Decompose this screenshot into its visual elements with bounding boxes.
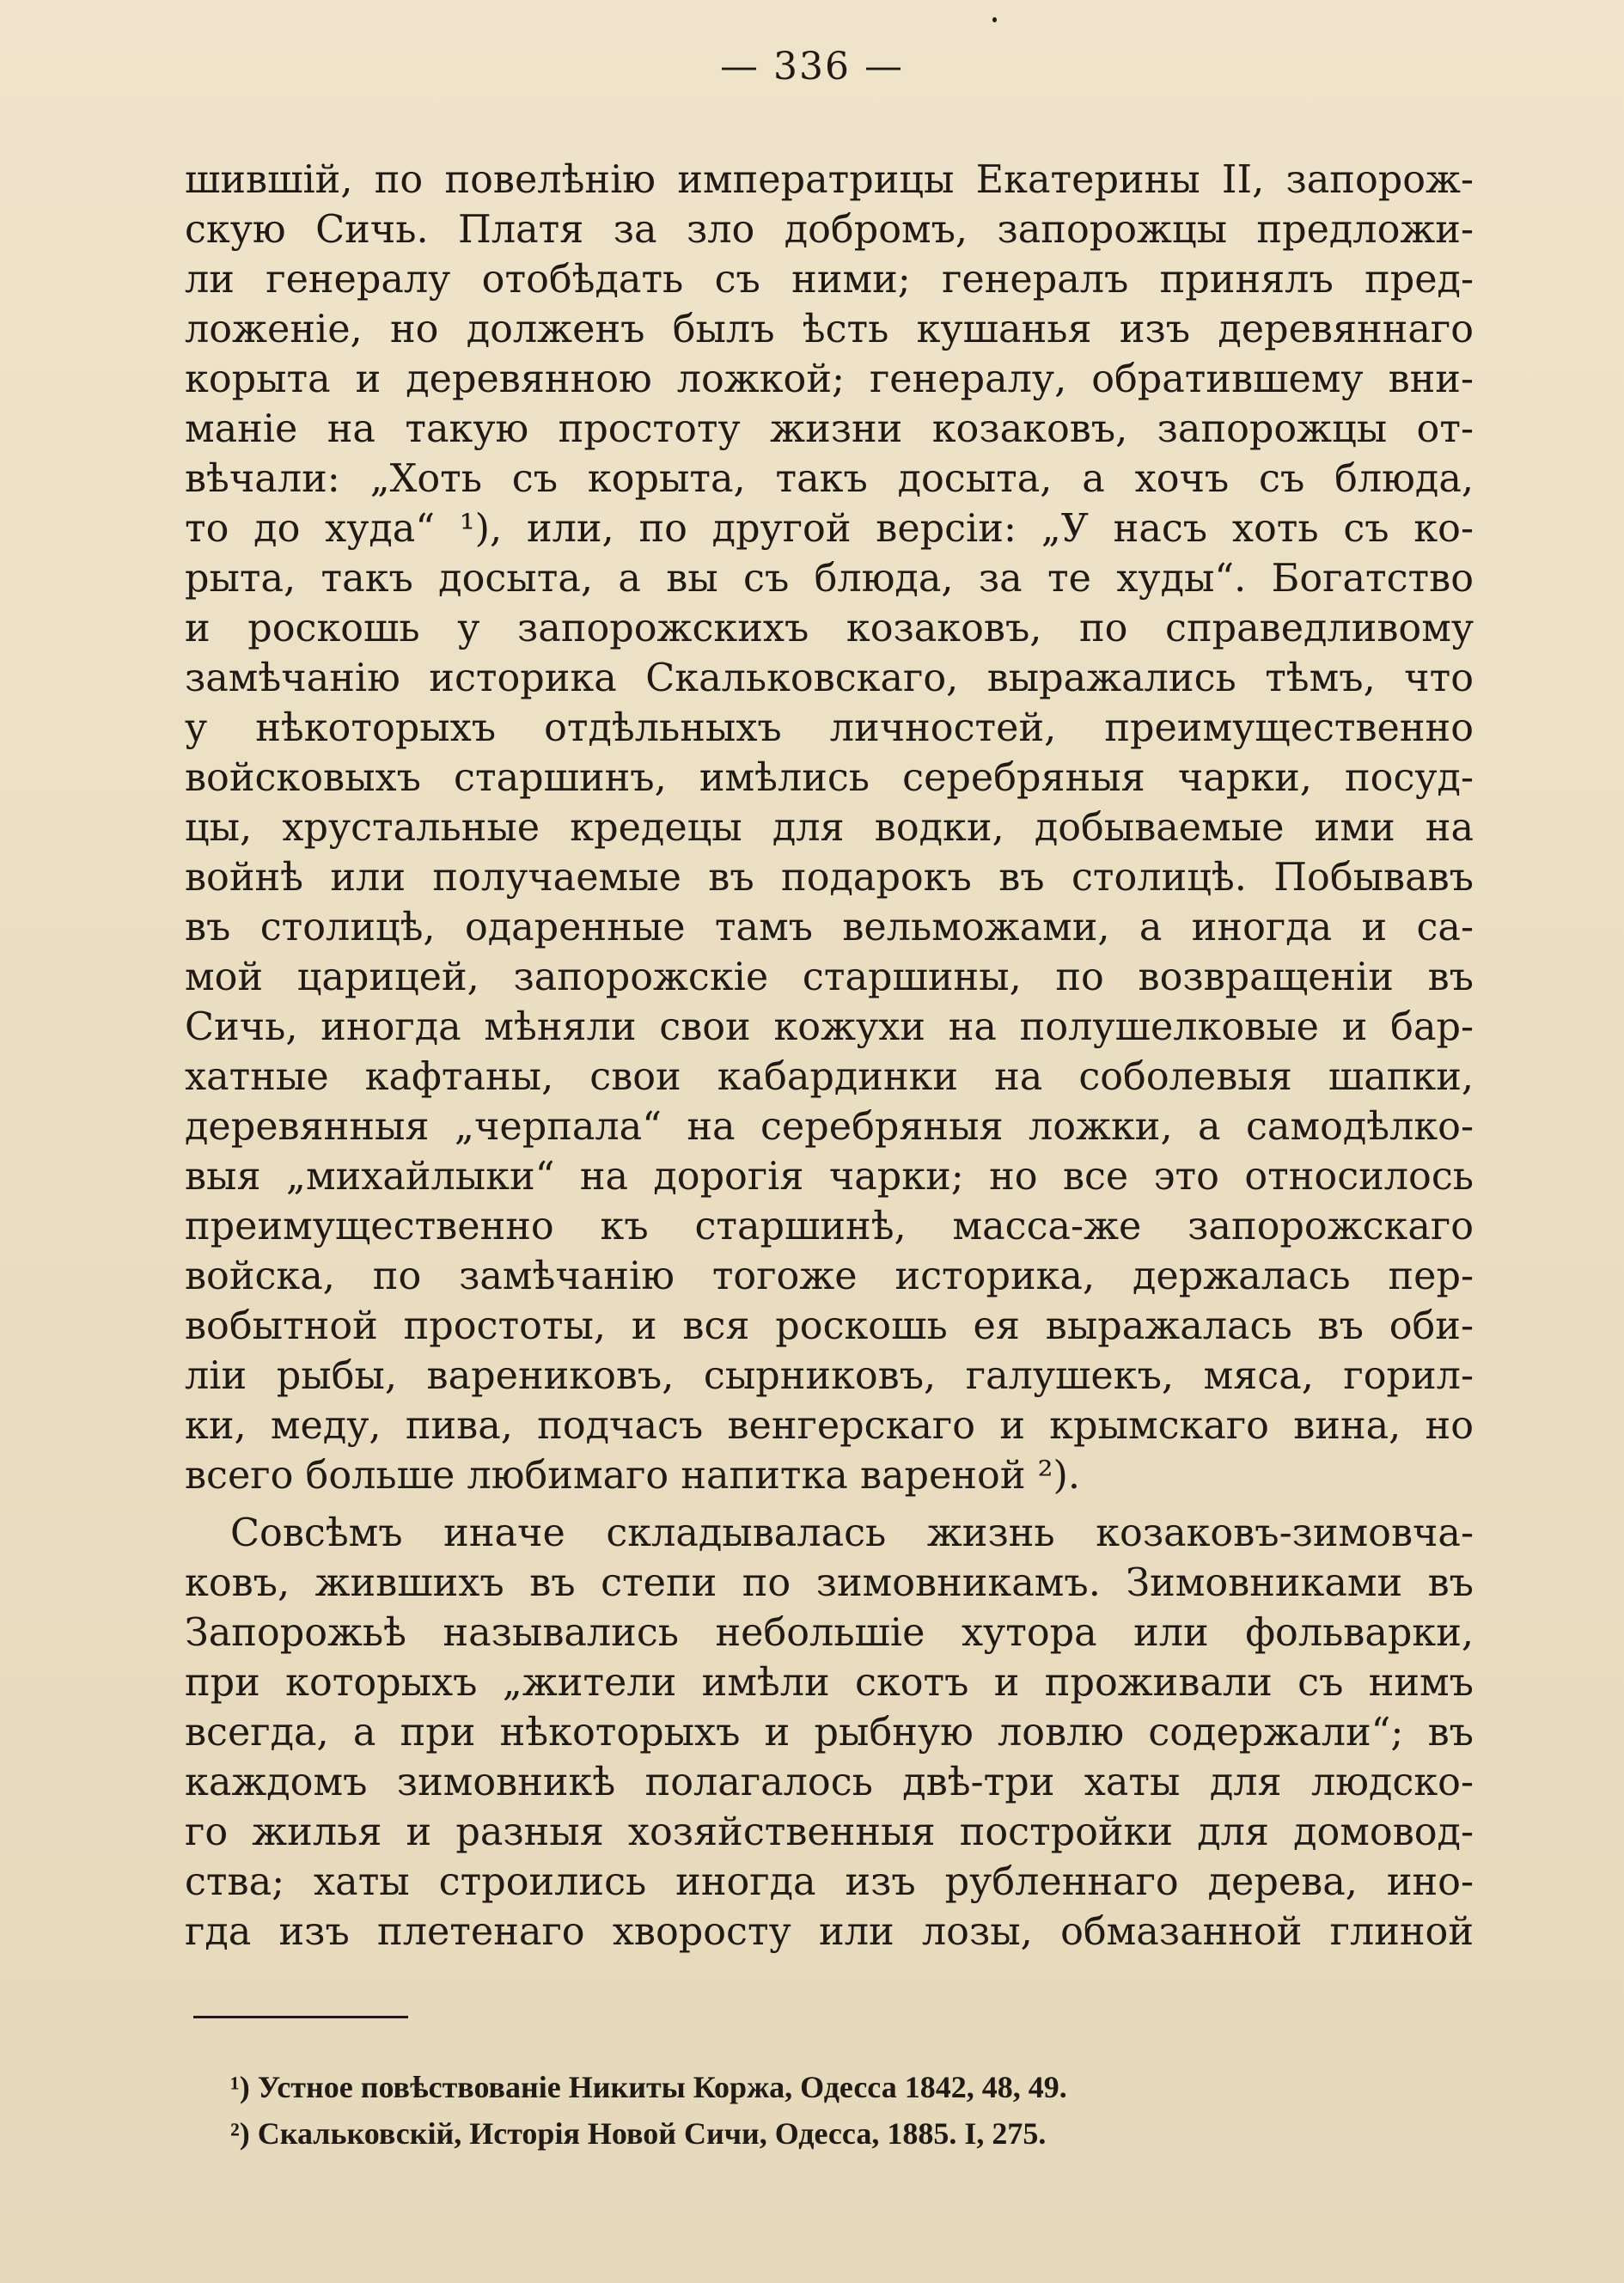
text-line: ки, меду, пива, подчасъ венгерскаго и крымскаго вина, но (185, 1404, 1474, 1448)
text-line: преимущественно къ старшинѣ, масса-же запорожскаго (185, 1205, 1474, 1248)
text-line: Сичь, иногда мѣняли свои кожухи на полушелковые и бар- (185, 1005, 1474, 1049)
text-line: при которыхъ „жители имѣли скотъ и проживали съ нимъ (185, 1661, 1474, 1705)
text-line: у нѣкоторыхъ отдѣльныхъ личностей, преимущественно (185, 706, 1474, 750)
text-line: деревянныя „черпала“ на серебряныя ложки, а самодѣлко- (185, 1105, 1474, 1149)
text-line: маніе на такую простоту жизни козаковъ, запорожцы от- (185, 407, 1474, 451)
text-line: скую Сичь. Платя за зло добромъ, запорожцы предложи- (185, 208, 1474, 252)
text-line: Совсѣмъ иначе складывалась жизнь козаковъ-зимовча- (230, 1511, 1474, 1555)
text-line: всегда, а при нѣкоторыхъ и рыбную ловлю содержали“; въ (185, 1711, 1474, 1755)
text-line: ліи рыбы, варениковъ, сырниковъ, галушекъ, мяса, горил- (185, 1354, 1474, 1398)
text-line: Запорожьѣ назывались небольшіе хутора или фольварки, (185, 1611, 1474, 1655)
text-line: въ столицѣ, одаренные тамъ вельможами, а иногда и са- (185, 906, 1474, 949)
text-line: гда изъ плетенаго хворосту или лозы, обмазанной глиной (185, 1910, 1474, 1954)
text-line: ковъ, жившихъ въ степи по зимовникамъ. Зимовниками въ (185, 1561, 1474, 1605)
page-number: — 336 — (720, 45, 904, 89)
text-line: войска, по замѣчанію тогоже историка, держалась пер- (185, 1254, 1474, 1298)
text-line: го жилья и разныя хозяйственныя постройки для домовод- (185, 1810, 1474, 1854)
text-line: вѣчали: „Хоть съ корыта, такъ досыта, а хочъ съ блюда, (185, 457, 1474, 501)
text-line: вобытной простоты, и вся роскошь ея выражалась въ оби- (185, 1304, 1474, 1348)
text-line: корыта и деревянною ложкой; генералу, обратившему вни- (185, 357, 1474, 401)
text-line: ли генералу отобѣдать съ ними; генералъ принялъ пред- (185, 258, 1474, 302)
text-line: цы, хрустальные кредецы для водки, добываемые ими на (185, 806, 1474, 850)
footnote-divider (193, 2016, 408, 2018)
text-line: рыта, такъ досыта, а вы съ блюда, за те худы“. Богатство (185, 557, 1474, 601)
footnote-2: ²) Скальковскій, Исторія Новой Сичи, Одесса, 1885. I, 275. (230, 2116, 1047, 2151)
text-line: войсковыхъ старшинъ, имѣлись серебряныя чарки, посуд- (185, 756, 1474, 800)
ink-speck (992, 17, 997, 22)
text-line: выя „михайлыки“ на дорогія чарки; но все это относилось (185, 1155, 1474, 1199)
text-line: замѣчанію историка Скальковскаго, выражались тѣмъ, что (185, 656, 1474, 700)
text-line: хатные кафтаны, свои кабардинки на соболевыя шапки, (185, 1055, 1474, 1099)
text-line: всего больше любимаго напитка вареной ²). (185, 1454, 1080, 1498)
text-line: ложеніе, но долженъ былъ ѣсть кушанья изъ деревяннаго (185, 308, 1474, 351)
text-line: шившій, по повелѣнію императрицы Екатерины II, запорож- (185, 158, 1474, 202)
text-line: то до худа“ ¹), или, по другой версіи: „У насъ хоть съ ко- (185, 507, 1474, 551)
text-line: ства; хаты строились иногда изъ рубленнаго дерева, ино- (185, 1860, 1474, 1904)
text-line: каждомъ зимовникѣ полагалось двѣ-три хаты для людско- (185, 1761, 1474, 1804)
text-line: и роскошь у запорожскихъ козаковъ, по справедливому (185, 607, 1474, 650)
text-line: мой царицей, запорожскіе старшины, по возвращеніи въ (185, 955, 1474, 999)
text-line: войнѣ или получаемые въ подарокъ въ столицѣ. Побывавъ (185, 856, 1474, 900)
footnote-1: ¹) Устное повѣствованіе Никиты Коржа, Одесса 1842, 48, 49. (230, 2070, 1067, 2104)
